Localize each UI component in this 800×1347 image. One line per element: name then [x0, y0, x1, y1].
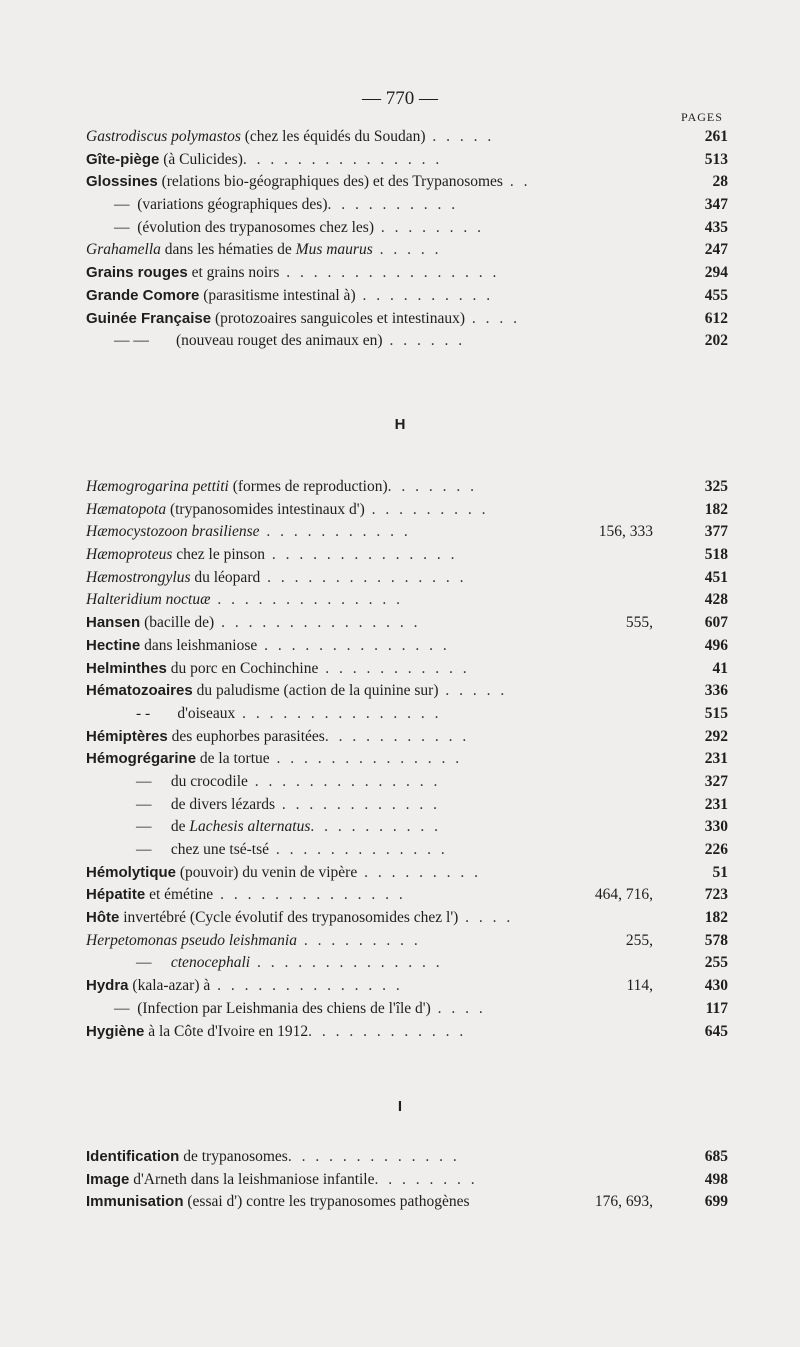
entry-description: (kala-azar) à: [128, 977, 211, 995]
page-reference: 578: [704, 931, 728, 949]
entry-text: [86, 884, 406, 907]
leader-dots: . . . . . . . . . . . . . .: [247, 772, 441, 790]
entry-description: (formes de reproduction): [228, 478, 388, 495]
leader-dots: . . . . . . . . . . . . . .: [264, 546, 458, 564]
entry-description: et émétine: [145, 886, 214, 904]
entry-term: Hæmatopota: [86, 500, 167, 518]
entry-description: de: [151, 818, 190, 836]
page-reference: 685: [704, 1148, 728, 1165]
leader-dots: . . . . . . . . . . . . . .: [269, 750, 463, 768]
entry-text: [86, 612, 420, 635]
entry-text: [86, 862, 481, 885]
index-entry: [86, 884, 742, 907]
entry-text: [86, 217, 484, 240]
entry-term: —: [114, 999, 130, 1017]
entry-term: Helminthes: [86, 659, 167, 677]
entry-term: Hæmogrogarina pettiti: [86, 478, 229, 495]
entry-text: [86, 748, 462, 771]
leader-dots: . . . . . . . . . . .: [324, 727, 470, 745]
entry-text: [86, 726, 469, 749]
entry-text: [86, 330, 465, 353]
page-reference: 612: [704, 309, 728, 327]
page-number: — 770 —: [362, 88, 438, 109]
index-section-g: [86, 126, 742, 353]
entry-description: et grains noirs: [187, 264, 280, 282]
leader-dots: . . . . . . . . . . . . . .: [257, 636, 450, 654]
leader-dots: . . . . . . . . . .: [355, 286, 494, 304]
page-reference: 699: [704, 1193, 728, 1211]
leader-dots: . . . . . . . . . . . .: [275, 795, 441, 813]
entry-text: [86, 521, 411, 544]
leader-dots: . . . . . . . . . .: [327, 196, 459, 214]
index-entry: [86, 794, 742, 817]
page-reference: 117: [705, 999, 728, 1017]
page-reference: 231: [704, 795, 728, 813]
leader-dots: . . . . . .: [382, 332, 466, 350]
entry-term: Hémolytique: [86, 863, 177, 881]
page-reference: 182: [704, 500, 728, 518]
index-section-h: [86, 476, 742, 1043]
entry-description: (variations géographiques des): [129, 196, 328, 214]
index-entry: [86, 680, 742, 703]
entry-term: Hématozoaires: [86, 682, 193, 700]
index-entry: [86, 975, 742, 998]
entry-text: [86, 171, 530, 194]
entry-term: Image: [86, 1170, 130, 1188]
index-entry: [86, 1146, 742, 1169]
entry-text: [86, 126, 494, 149]
entry-description: (trypanosomides intestinaux d'): [166, 500, 365, 518]
entry-term: Grains rouges: [86, 264, 188, 282]
entry-term: Immunisation: [86, 1193, 184, 1211]
index-entry: [86, 308, 742, 331]
page-reference: 247: [704, 241, 728, 259]
page-reference: 325: [704, 478, 728, 495]
entry-description: (évolution des trypanosomes chez les): [129, 218, 374, 236]
entry-term: — —: [114, 332, 149, 350]
entry-text: [86, 794, 440, 817]
leader-dots: . . . . .: [438, 682, 508, 700]
entry-term: Hémiptères: [86, 727, 168, 745]
leader-dots: . . . . . . . . . . . . . . .: [214, 614, 421, 632]
entry-description: (pouvoir) du venin de vipère: [176, 863, 358, 881]
index-entry: [86, 907, 742, 930]
leader-dots: . . . . . . . . .: [364, 500, 489, 518]
leader-dots: . . . . . . . . .: [296, 931, 421, 949]
entry-text: [86, 658, 470, 681]
leader-dots: . . . . . . . . . . . . . . .: [242, 150, 443, 168]
entry-text: [86, 998, 486, 1021]
page-reference: 377: [704, 523, 728, 541]
entry-description: (relations bio-géographiques des) et des Trypanosomes: [157, 173, 503, 191]
entry-term: Gîte-piège: [86, 150, 160, 168]
entry-description: chez une tsé-tsé: [151, 841, 269, 858]
leader-dots: . . . . . . . . .: [357, 863, 481, 881]
entry-description: (Infection par Leishmania des chiens de l'île d'): [129, 999, 431, 1017]
entry-description: (essai d') contre les trypanosomes pathogènes: [183, 1193, 470, 1211]
entry-text: [86, 567, 466, 590]
index-entry: [86, 862, 742, 885]
index-section-i: [86, 1146, 742, 1214]
leader-dots: . . . . .: [425, 128, 495, 145]
entry-term: Hectine: [86, 636, 141, 654]
entry-description: d'Arneth dans la leishmaniose infantile: [129, 1170, 375, 1188]
entry-description: invertébré (Cycle évolutif des trypanosomides chez l'): [119, 909, 459, 927]
entry-text: [86, 476, 477, 499]
entry-term: Hansen: [86, 614, 141, 632]
entry-text: [86, 285, 493, 308]
page-reference: 347: [704, 196, 728, 214]
page-reference: 513: [704, 150, 728, 168]
leader-dots: . . . . . . . . . . . . . . . .: [279, 264, 500, 282]
page-reference: 261: [704, 128, 728, 145]
entry-text: [86, 499, 489, 522]
entry-term: —: [136, 772, 152, 790]
entry-text: [86, 635, 450, 658]
leader-dots: . . . . . . . .: [374, 218, 484, 236]
page-reference: 496: [704, 636, 728, 654]
index-entry: [86, 816, 742, 839]
page-reference: 455: [704, 286, 728, 304]
entry-description: dans leishmaniose: [140, 636, 258, 654]
leader-dots: . . . . . . .: [387, 478, 478, 495]
entry-description: (bacille de): [140, 614, 215, 632]
pages-column-label: PAGES: [681, 110, 723, 124]
index-entry: [86, 194, 742, 217]
entry-term: Herpetomonas pseudo leishmania: [86, 931, 297, 949]
page-reference: 518: [704, 546, 728, 564]
index-entry: [86, 1169, 742, 1192]
entry-description: du porc en Cochinchine: [166, 659, 319, 677]
entry-description: des euphorbes parasitées: [167, 727, 325, 745]
extra-page-refs: 555,: [625, 614, 653, 632]
entry-description: du paludisme (action de la quinine sur): [192, 682, 439, 700]
extra-page-refs: 156, 333: [598, 523, 653, 541]
page-reference: 294: [704, 264, 728, 282]
entry-text: [86, 952, 443, 975]
page-reference: 292: [704, 727, 728, 745]
page-reference: 723: [704, 886, 728, 904]
leader-dots: . . . .: [465, 309, 521, 327]
index-entry: [86, 998, 742, 1021]
entry-description: chez le pinson: [172, 546, 265, 564]
leader-dots: . . . . . . . . . . . . . .: [210, 977, 403, 995]
page-reference: 645: [704, 1022, 728, 1040]
page-reference: 428: [704, 591, 728, 609]
page-reference: 255: [704, 954, 728, 972]
extra-page-refs: 114,: [626, 977, 653, 995]
entry-text: [86, 907, 513, 930]
page-reference: 607: [704, 614, 728, 632]
entry-description: [152, 954, 171, 971]
entry-term: —: [114, 218, 130, 236]
page-reference: 41: [712, 659, 728, 677]
index-entry: [86, 330, 742, 353]
entry-text: [86, 589, 403, 612]
entry-term: Hygiène: [86, 1022, 145, 1040]
page-reference: 28: [712, 173, 728, 191]
index-entry: [86, 544, 742, 567]
index-entry: [86, 952, 742, 975]
entry-text: [86, 771, 440, 794]
entry-term: - -: [136, 704, 151, 722]
index-entry: [86, 262, 742, 285]
index-entry: [86, 171, 742, 194]
leader-dots: . . . . . . . . . . . . . .: [250, 954, 443, 972]
entry-text: [86, 930, 421, 953]
entry-text: [86, 308, 520, 331]
page-reference: 515: [704, 704, 728, 722]
leader-dots: . . . . .: [372, 241, 442, 259]
entry-term: —: [136, 795, 152, 813]
leader-dots: . . . . . . . . . . . . .: [287, 1148, 460, 1165]
entry-term: Hémogrégarine: [86, 750, 197, 768]
index-entry: [86, 1191, 742, 1214]
entry-term: Glossines: [86, 173, 158, 191]
entry-text: [86, 239, 441, 262]
index-entry: [86, 1021, 742, 1044]
section-letter-i: I: [397, 1098, 403, 1115]
leader-dots: . . . . . . . . . . .: [318, 659, 470, 677]
entry-description: de divers lézards: [151, 795, 276, 813]
entry-term: —: [136, 841, 152, 858]
entry-text: [86, 703, 441, 726]
index-entry: [86, 239, 742, 262]
page-reference: 330: [704, 818, 728, 836]
leader-dots: . . . . . . . . . . . .: [308, 1022, 467, 1040]
entry-term: Hæmocystozoon brasiliense: [86, 523, 260, 541]
index-entry: [86, 703, 742, 726]
entry-term: —: [114, 196, 130, 214]
entry-text: [86, 262, 499, 285]
page-reference: 336: [704, 682, 728, 700]
index-entry: [86, 771, 742, 794]
index-entry: [86, 726, 742, 749]
page-reference: 435: [704, 218, 728, 236]
entry-term: Grande Comore: [86, 286, 200, 304]
index-entry: [86, 476, 742, 499]
index-entry: [86, 285, 742, 308]
entry-description: (protozoaires sanguicoles et intestinaux): [211, 309, 466, 327]
entry-description: (nouveau rouget des animaux en): [148, 332, 383, 350]
index-entry: [86, 499, 742, 522]
entry-text: [86, 1169, 478, 1192]
entry-text: [86, 149, 442, 172]
index-entry: [86, 612, 742, 635]
leader-dots: . . . .: [458, 909, 514, 927]
page-reference: 430: [704, 977, 728, 995]
page-reference: 51: [712, 863, 728, 881]
entry-term: Hæmoproteus: [86, 546, 173, 564]
index-entry: [86, 839, 742, 862]
entry-text: [86, 544, 457, 567]
entry-description: dans les hématies de: [160, 241, 296, 259]
leader-dots: . . . . . . . .: [374, 1170, 478, 1188]
leader-dots: . . . . . . . . . . .: [259, 523, 411, 541]
page-reference: 182: [704, 909, 728, 927]
leader-dots: . . . . . . . . . .: [310, 818, 442, 836]
leader-dots: . . . . . . . . . . . . . . .: [235, 704, 442, 722]
entry-term: Gastrodiscus polymastos: [86, 128, 241, 145]
index-entry: [86, 589, 742, 612]
entry-description-italic: Lachesis alternatus: [189, 818, 311, 836]
entry-text: [86, 839, 448, 862]
entry-description: d'oiseaux: [150, 704, 236, 722]
index-entry: [86, 635, 742, 658]
entry-term: Hydra: [86, 977, 129, 995]
entry-term: —: [136, 818, 152, 836]
entry-term: Identification: [86, 1148, 180, 1165]
page-reference: 231: [704, 750, 728, 768]
entry-text: [86, 194, 458, 217]
entry-text: [86, 1021, 466, 1044]
page-reference: 226: [704, 841, 728, 858]
entry-description: du crocodile: [151, 772, 248, 790]
leader-dots: . . . . . . . . . . . . . .: [210, 591, 403, 609]
index-entry: [86, 748, 742, 771]
leader-dots: . . . . . . . . . . . . . . .: [260, 568, 467, 586]
entry-term: Guinée Française: [86, 309, 212, 327]
index-entry: [86, 521, 742, 544]
entry-term: Hépatite: [86, 886, 146, 904]
entry-term: Hæmostrongylus: [86, 568, 191, 586]
leader-dots: . . . . . . . . . . . . . .: [213, 886, 406, 904]
index-entry: [86, 126, 742, 149]
entry-term: Grahamella: [86, 241, 161, 259]
index-entry: [86, 567, 742, 590]
entry-description-italic: ctenocephali: [170, 954, 251, 972]
entry-text: [86, 816, 441, 839]
extra-page-refs: 176, 693,: [594, 1193, 653, 1211]
index-entry: [86, 930, 742, 953]
entry-term: Halteridium noctuæ: [86, 591, 211, 609]
leader-dots: . . . .: [430, 999, 486, 1017]
entry-text: [86, 680, 507, 703]
entry-term: Hôte: [86, 909, 120, 927]
entry-description: (chez les équidés du Soudan): [240, 128, 426, 145]
index-entry: [86, 658, 742, 681]
leader-dots: . . . . . . . . . . . . .: [269, 841, 448, 858]
entry-description: de la tortue: [196, 750, 270, 768]
entry-term: —: [136, 954, 152, 972]
section-letter-h: H: [394, 416, 406, 433]
entry-description: de trypanosomes: [179, 1148, 288, 1165]
entry-description: à la Côte d'Ivoire en 1912: [144, 1022, 309, 1040]
page-reference: 202: [704, 332, 728, 350]
entry-description-italic: Mus maurus: [295, 241, 373, 259]
page-reference: 498: [704, 1170, 728, 1188]
page-reference: 327: [704, 772, 728, 790]
page-reference: 451: [704, 568, 728, 586]
entry-description: (à Culicides): [159, 150, 243, 168]
entry-text: [86, 975, 403, 998]
leader-dots: . .: [502, 173, 531, 191]
index-entry: [86, 217, 742, 240]
extra-page-refs: 255,: [625, 931, 653, 949]
index-entry: [86, 149, 742, 172]
entry-description: (parasitisme intestinal à): [199, 286, 356, 304]
extra-page-refs: 464, 716,: [594, 886, 653, 904]
entry-description: du léopard: [190, 568, 261, 586]
entry-text: [86, 1191, 470, 1214]
entry-text: [86, 1146, 460, 1169]
